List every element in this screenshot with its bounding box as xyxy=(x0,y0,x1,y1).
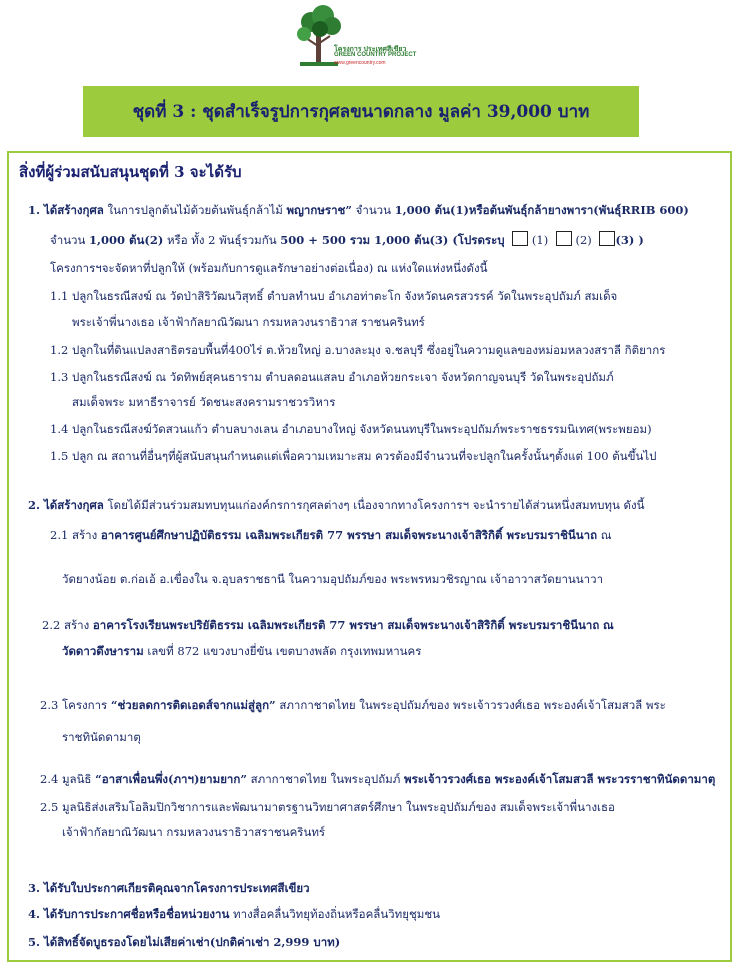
item-1-3-cont: สมเด็จพระ มหาธีราจารย์ วัดชนะสงครามราชวรวิหาร xyxy=(72,395,336,409)
benefits-heading: สิ่งที่ผู้ร่วมสนับสนุนชุดที่ 3 จะได้รับ xyxy=(19,163,242,181)
item-2-3: 2.3 โครงการ “ช่วยลดการติดเอดส์จากแม่สู่ลูก” สภากาชาดไทย ในพระอุปถัมภ์ของ พระเจ้าวรวงศ์เธอ พระองค์เจ้าโสมสวลี พระ xyxy=(40,698,666,712)
item-5: 5. ได้สิทธิ์จัดบูธรองโดยไม่เสียค่าเช่า(ปกติค่าเช่า 2,999 บาท) xyxy=(28,935,341,949)
section1-line1: 1. ได้สร้างกุศล ในการปลูกต้นไม้ด้วยต้นพันธุ์กล้าไม้ พญากษราช” จำนวน 1,000 ต้น(1)หรือต้นพันธุ์กล้ายางพารา(พันธุ์RRIB 600) xyxy=(28,203,689,217)
item-1-5: 1.5 ปลูก ณ สถานที่อื่นๆที่ผู้สนับสนุนกำหนดแต่เพื่อความเหมาะสม ควรต้องมีจำนวนที่จะปลูกในครั้งนั้นๆตั้งแต่ 100 ต้นขึ้นไป xyxy=(50,449,657,463)
package-banner: ชุดที่ 3 : ชุดสำเร็จรูปการกุศลขนาดกลาง มูลค่า 39,000 บาท xyxy=(83,86,639,137)
item-2-3-cont: ราชทินัดดามาตุ xyxy=(62,730,141,744)
item-2-4: 2.4 มูลนิธิ “อาสาเพื่อนพึ่ง(ภาฯ)ยามยาก” สภากาชาดไทย ในพระอุปถัมภ์ พระเจ้าวรวงศ์เธอ พระองค์เจ้าโสมสวลี พระวรราชาทินัดดามาตุ xyxy=(40,772,716,786)
logo xyxy=(296,4,426,70)
logo-line-1: โครงการ ประเทศสีเขียว xyxy=(334,46,407,53)
item-3: 3. ได้รับใบประกาศเกียรติคุณจากโครงการประเทศสีเขียว xyxy=(28,881,310,895)
item-1-2: 1.2 ปลูกในที่ดินแปลงสาธิตรอบพื้นที่400ไร่ ต.ห้วยใหญ่ อ.บางละมุง จ.ชลบุรี ซึ่งอยู่ในความดูแลของหม่อมหลวงสราลี กิติยากร xyxy=(50,343,666,357)
item-2-5: 2.5 มูลนิธิส่งเสริมโอลิมปิกวิชาการและพัฒนามาตรฐานวิทยาศาสตร์ศึกษา ในพระอุปถัมภ์ของ สมเด็จพระเจ้าพี่นางเธอ xyxy=(40,800,615,814)
section1-label: 1. ได้สร้างกุศล xyxy=(28,203,104,217)
item-1-4: 1.4 ปลูกในธรณีสงฆ์วัดสวนแก้ว ตำบลบางเลน อำเภอบางใหญ่ จังหวัดนนทบุรีในพระอุปถัมภ์พระราชธรรมนิเทศ(พระพยอม) xyxy=(50,422,652,436)
item-2-1: 2.1 สร้าง อาคารศูนย์ศึกษาปฏิบัติธรรม เฉลิมพระเกียรติ 77 พรรษา สมเด็จพระนางเจ้าสิริกิติ์ พระบรมราชินีนาถ ณ xyxy=(50,528,612,542)
section2-line1: 2. ได้สร้างกุศล โดยได้มีส่วนร่วมสมทบทุนแก่องค์กรการกุศลต่างๆ เนื่องจากทางโครงการฯ จะนำรายได้ส่วนหนึ่งสมทบทุน ดังนี้ xyxy=(28,498,645,512)
item-1-1: 1.1 ปลูกในธรณีสงฆ์ ณ วัดป่าสิริวัฒนวิสุทธิ์ ตำบลทำนบ อำเภอท่าตะโก จังหวัดนครสวรรค์ วัดในพระอุปถัมภ์ สมเด็จ xyxy=(50,289,618,303)
section1-line3: โครงการฯจะจัดหาที่ปลูกให้ (พร้อมกับการดูแลรักษาอย่างต่อเนื่อง) ณ แห่งใดแห่งหนึ่งดังนี้ xyxy=(50,261,488,275)
item-2-5-cont: เจ้าฟ้ากัลยาณิวัฒนา กรมหลวงนราธิวาสราชนครินทร์ xyxy=(62,825,326,839)
item-4: 4. ได้รับการประกาศชื่อหรือชื่อหน่วยงาน ทางสื่อคลื่นวิทยุท้องถิ่นหรือคลื่นวิทยุชุมชน xyxy=(28,907,441,921)
logo-url: www.greencountry.com xyxy=(334,60,386,66)
item-2-2: 2.2 สร้าง อาคารโรงเรียนพระปริยัติธรรม เฉลิมพระเกียรติ 77 พรรษา สมเด็จพระนางเจ้าสิริกิติ์ พระบรมราชินีนาถ ณ xyxy=(42,618,614,632)
item-1-1-cont: พระเจ้าพี่นางเธอ เจ้าฟ้ากัลยาณิวัฒนา กรมหลวงนราธิวาส ราชนครินทร์ xyxy=(72,315,425,329)
item-2-2-cont: วัดดาวดึงษาราม เลขที่ 872 แขวงบางยี่ขัน เขตบางพลัด กรุงเทพมหานคร xyxy=(62,644,422,658)
section2-label: 2. ได้สร้างกุศล xyxy=(28,498,104,512)
item-1-3: 1.3 ปลูกในธรณีสงฆ์ ณ วัดทิพย์สุคนธาราม ตำบลดอนแสลบ อำเภอห้วยกระเจา จังหวัดกาญจนบุรี วัดในพระอุปถัมภ์ xyxy=(50,370,614,384)
section1-line2: จำนวน 1,000 ต้น(2) หรือ ทั้ง 2 พันธุ์รวมกัน 500 + 500 รวม 1,000 ต้น(3) (โปรดระบุ (1) (2) (3) ) xyxy=(50,233,644,247)
item-2-1-cont: วัดยางน้อย ต.ก่อเอ้ อ.เขื่องใน จ.อุบลราชธานี ในความอุปถัมภ์ของ พระพรหมวชิรญาณ เจ้าอาวาสวัดยานนาวา xyxy=(62,572,604,586)
option-2-checkbox[interactable] xyxy=(556,231,572,246)
option-1-checkbox[interactable] xyxy=(512,231,528,246)
option-3-checkbox[interactable] xyxy=(599,231,615,246)
logo-line-2: GREEN COUNTRY PROJECT xyxy=(334,52,417,58)
